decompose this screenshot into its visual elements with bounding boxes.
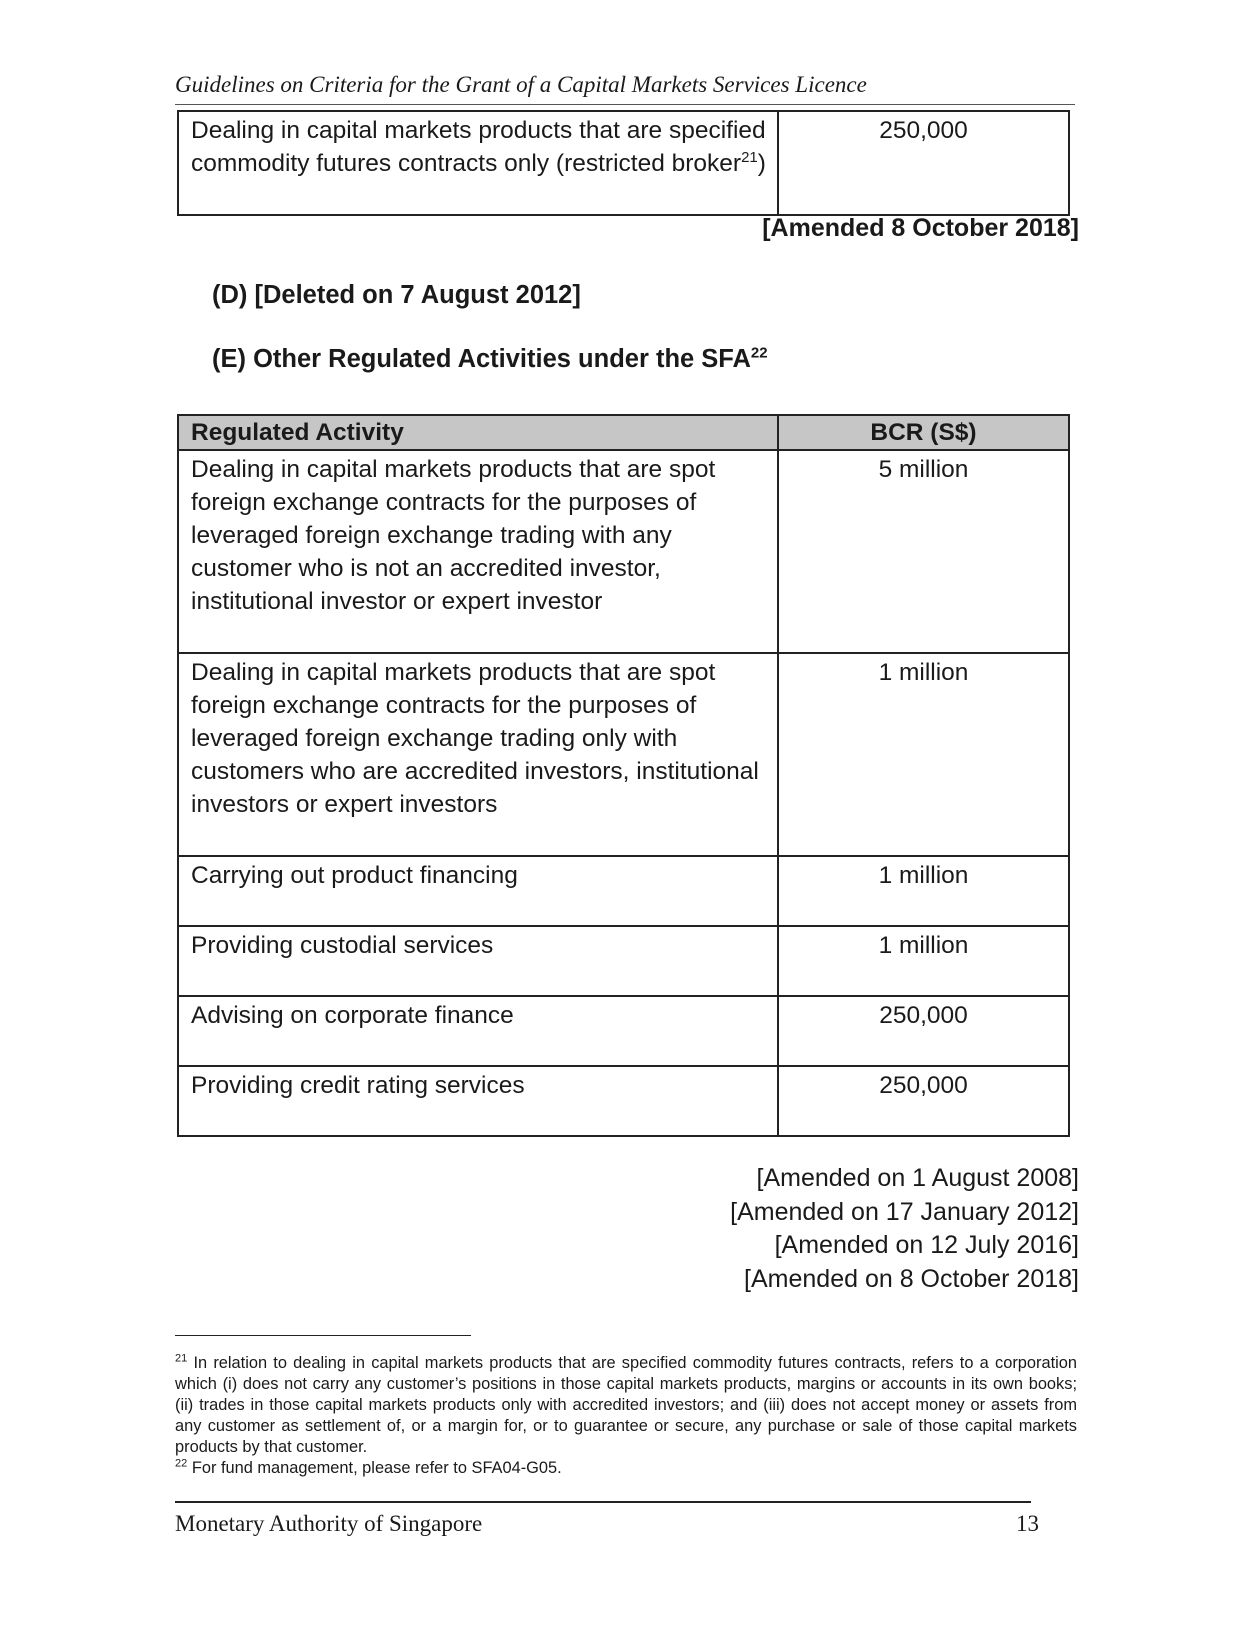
activity-cell: Carrying out product financing	[178, 856, 778, 926]
footnote-text: In relation to dealing in capital markets products that are specified commodity futures contracts, refers to a corporation which (i) does not carry any customer’s positions in those capital markets products, margins or accounts in its own books; (ii) trades in those capital markets products only with accredited investors; and (iii) does not accept money or assets from any customer as settlement of, or a margin for, or to guarantee or secure, any purchase or sale of those capital markets products by that customer.	[175, 1354, 1078, 1456]
column-header-activity: Regulated Activity	[178, 415, 778, 450]
footnotes	[175, 1353, 1077, 1479]
amendment-list	[730, 1162, 1079, 1296]
footnote-ref: 22	[750, 344, 768, 362]
activity-text: Dealing in capital markets products that are specified commodity futures contracts only (restricted broker	[191, 117, 766, 177]
footnote-number: 22	[175, 1457, 188, 1470]
amendment-note: [Amended on 8 October 2018]	[744, 1264, 1079, 1293]
table-row	[178, 1066, 1069, 1136]
table-row	[178, 996, 1069, 1066]
page-header-title: Guidelines on Criteria for the Grant of a Capital Markets Services Licence	[175, 72, 867, 97]
footnote-divider	[175, 1335, 471, 1336]
column-header-bcr: BCR (S$)	[778, 415, 1069, 450]
bcr-cell: 1 million	[778, 856, 1069, 926]
activity-cell: Providing custodial services	[178, 926, 778, 996]
bcr-cell: 5 million	[778, 450, 1069, 653]
bcr-cell: 250,000	[778, 111, 1069, 215]
table-row	[178, 111, 1069, 215]
footnote-text: For fund management, please refer to SFA04-G05.	[191, 1459, 562, 1477]
table-row	[178, 450, 1069, 653]
restricted-broker-table	[177, 110, 1070, 216]
header-divider	[175, 104, 1075, 105]
amendment-note: [Amended on 1 August 2008]	[756, 1164, 1079, 1192]
table-header-row	[178, 415, 1069, 450]
footnote-21	[175, 1353, 1077, 1458]
section-d-heading: (D) [Deleted on 7 August 2012]	[212, 281, 581, 309]
amendment-note: [Amended on 12 July 2016]	[774, 1231, 1079, 1259]
activity-cell: Dealing in capital markets products that are spot foreign exchange contracts for the purposes of leveraged foreign exchange trading with any customer who is not an accredited investor, institutional investor or expert investor	[178, 450, 778, 653]
amendment-note: [Amended 8 October 2018]	[762, 214, 1079, 242]
page-number: 13	[1016, 1511, 1039, 1536]
footer-organization: Monetary Authority of Singapore	[175, 1511, 483, 1536]
bcr-cell: 250,000	[778, 996, 1069, 1066]
table-row	[178, 926, 1069, 996]
table-row	[178, 653, 1069, 856]
activity-cell: Advising on corporate finance	[178, 996, 778, 1066]
footnote-ref: 21	[741, 148, 758, 166]
footnote-number: 21	[175, 1352, 188, 1365]
footer-divider	[175, 1501, 1031, 1503]
footnote-22	[175, 1458, 1077, 1479]
table-row	[178, 856, 1069, 926]
activity-cell	[178, 111, 778, 215]
bcr-cell: 1 million	[778, 653, 1069, 856]
section-e-heading-text: (E) Other Regulated Activities under the SFA	[212, 345, 751, 373]
section-e-heading	[212, 345, 768, 374]
bcr-cell: 1 million	[778, 926, 1069, 996]
activity-text-end: )	[757, 150, 766, 177]
bcr-cell: 250,000	[778, 1066, 1069, 1136]
amendment-note: [Amended on 17 January 2012]	[730, 1197, 1079, 1226]
regulated-activities-table	[177, 414, 1070, 1137]
activity-cell: Providing credit rating services	[178, 1066, 778, 1136]
activity-cell: Dealing in capital markets products that are spot foreign exchange contracts for the purposes of leveraged foreign exchange trading only with customers who are accredited investors, institutional investors or expert investors	[178, 653, 778, 856]
